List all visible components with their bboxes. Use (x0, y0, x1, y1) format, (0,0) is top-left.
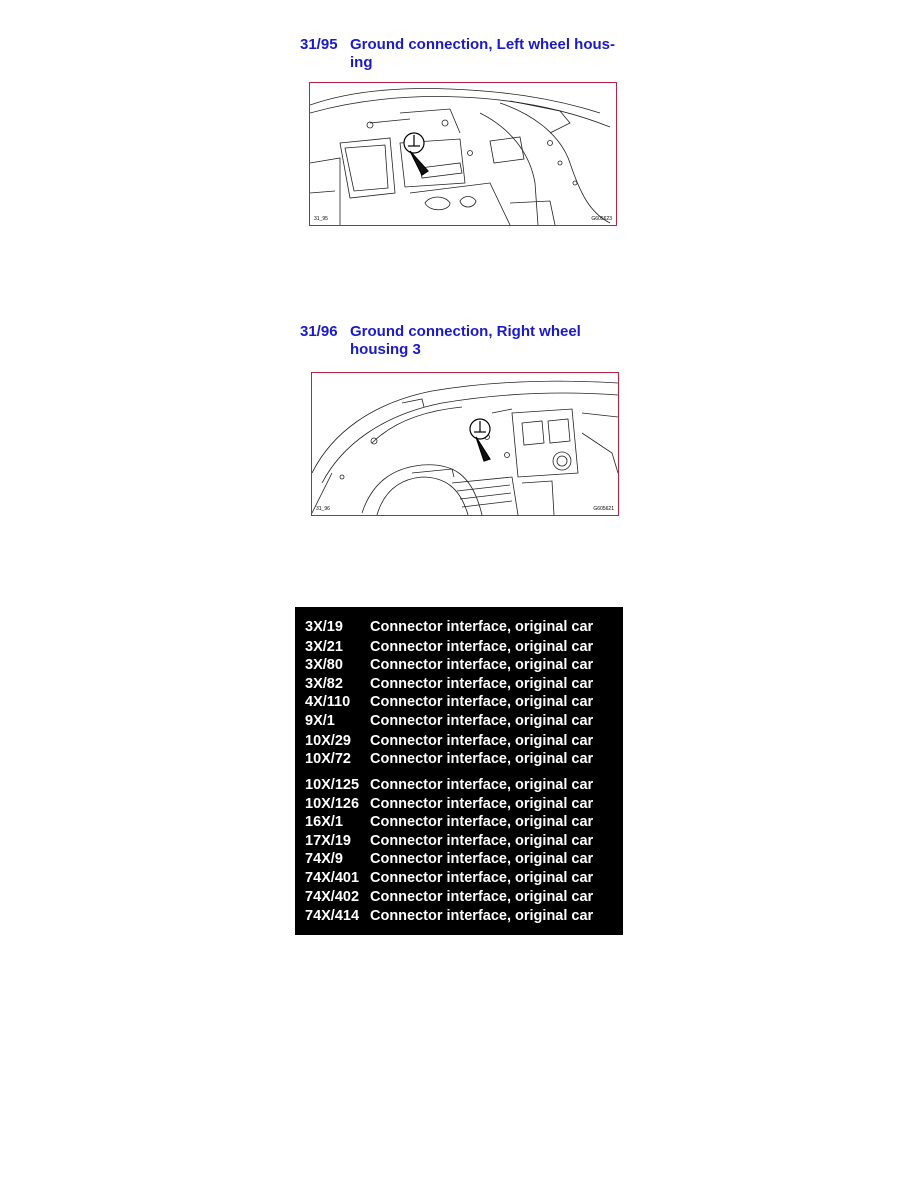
connector-code: 17X/19 (305, 833, 351, 849)
connector-description: Connector interface, original car (370, 619, 594, 635)
line-drawing-right-wheel-housing (312, 373, 618, 515)
connector-description: Connector interface, original car (370, 777, 594, 793)
connector-description: Connector interface, original car (370, 676, 594, 692)
figure-ref-label: G605621 (593, 506, 614, 512)
connector-code: 16X/1 (305, 814, 343, 830)
figure-id-label: 31_95 (314, 216, 328, 222)
connector-description: Connector interface, original car (370, 851, 594, 867)
connector-code: 10X/126 (305, 796, 360, 812)
connector-description: Connector interface, original car (370, 889, 594, 905)
connector-description: Connector interface, original car (370, 713, 594, 729)
connector-description: Connector interface, original car (370, 833, 594, 849)
connector-description: Connector interface, original car (370, 796, 594, 812)
connector-code: 10X/72 (305, 751, 351, 767)
connector-code: 74X/9 (305, 851, 343, 867)
connector-description: Connector interface, original car (370, 814, 594, 830)
figure-title: Ground connection, Right wheel housing 3 (350, 323, 581, 358)
connector-code: 74X/414 (305, 908, 360, 924)
connector-legend-table (295, 607, 623, 935)
connector-description: Connector interface, original car (370, 908, 594, 924)
figure-title: Ground connection, Left wheel hous-ing (350, 36, 615, 71)
connector-code: 4X/110 (305, 694, 351, 710)
connector-code: 3X/21 (305, 639, 343, 655)
connector-description: Connector interface, original car (370, 733, 594, 749)
line-drawing-left-wheel-housing (310, 83, 616, 225)
connector-code: 10X/29 (305, 733, 351, 749)
connector-code: 3X/82 (305, 676, 343, 692)
connector-description: Connector interface, original car (370, 657, 594, 673)
connector-description: Connector interface, original car (370, 870, 594, 886)
figure-code: 31/96 (300, 323, 338, 340)
figure-left-wheel-housing (309, 82, 617, 226)
connector-description: Connector interface, original car (370, 639, 594, 655)
connector-description: Connector interface, original car (370, 694, 594, 710)
connector-code: 3X/80 (305, 657, 343, 673)
figure-heading-31-96 (300, 323, 630, 363)
figure-ref-label: G605623 (591, 216, 612, 222)
connector-code: 3X/19 (305, 619, 343, 635)
figure-right-wheel-housing (311, 372, 619, 516)
figure-heading-31-95 (300, 36, 630, 76)
connector-code: 74X/401 (305, 870, 360, 886)
connector-code: 74X/402 (305, 889, 360, 905)
figure-id-label: 31_96 (316, 506, 330, 512)
figure-code: 31/95 (300, 36, 338, 53)
connector-description: Connector interface, original car (370, 751, 594, 767)
connector-code: 9X/1 (305, 713, 335, 729)
connector-code: 10X/125 (305, 777, 360, 793)
